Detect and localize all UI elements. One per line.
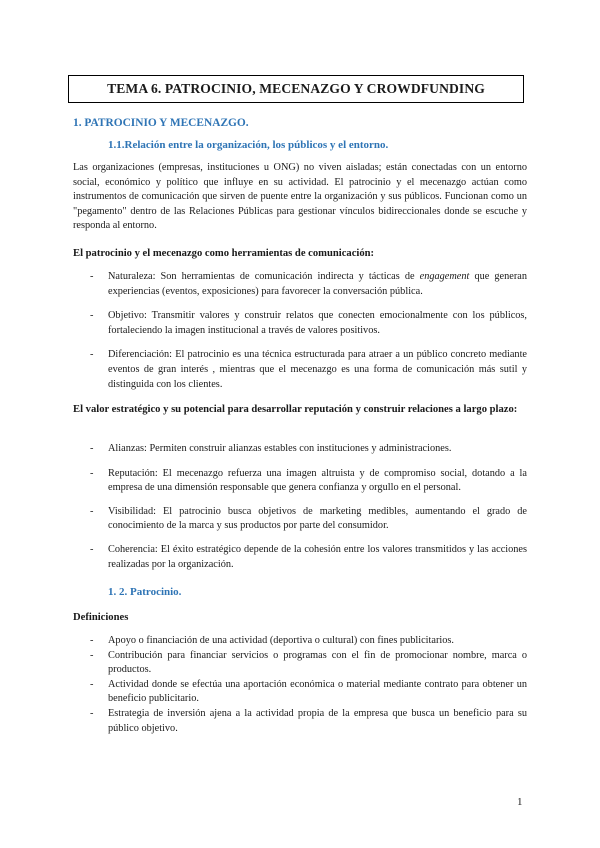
list-item: - Estrategia de inversión ajena a la actividad propia de la empresa que busca un beneficio para su público objetivo.	[90, 707, 527, 734]
list-item: - Apoyo o financiación de una actividad (deportiva o cultural) con fines publicitarios.	[90, 635, 454, 646]
list-item: - Coherencia: El éxito estratégico depende de la cohesión entre los valores transmitidos y las acciones realizadas por la organización.	[90, 543, 527, 570]
list-item: - Reputación: El mecenazgo refuerza una imagen altruista y de compromiso social, dotando a la empresa de una dimensión responsable que genera confianza y orgullo en el personal.	[90, 467, 527, 494]
subsection-heading-1-2: 1. 2. Patrocinio.	[108, 586, 182, 598]
list-item: - Naturaleza: Son herramientas de comunicación indirecta y tácticas de engagement que generan experiencias (eventos, exposiciones) para favorecer la conversación pública.	[90, 271, 527, 297]
subsection-heading-1-1: 1.1.Relación entre la organización, los públicos y el entorno.	[108, 139, 389, 151]
list-item: - Contribución para financiar servicios o programas con el fin de promocionar nombre, marca o productos.	[90, 649, 527, 676]
heading-tools: El patrocinio y el mecenazgo como herramientas de comunicación:	[73, 248, 375, 259]
section-heading-1: 1. PATROCINIO Y MECENAZGO.	[73, 117, 249, 129]
list-item: - Actividad donde se efectúa una aportación económica o material mediante contrato para obtener un beneficio publicitario.	[90, 678, 527, 705]
definitions-list	[73, 634, 527, 736]
list-item: - Diferenciación: El patrocinio es una técnica estructurada para atraer a un público concreto mediante eventos de gran interés , mientras que el mecenazgo es una forma de comunicación más sutil y distinguida con los clientes.	[90, 349, 527, 390]
values-list	[73, 442, 527, 582]
list-item: - Alianzas: Permiten construir alianzas estables con instituciones y administraciones.	[90, 443, 452, 454]
intro-paragraph: Las organizaciones (empresas, instituciones u ONG) no viven aisladas; están conectadas con un entorno social, económico y político que influye en su actividad. El patrocinio y el mecenazgo actúan como instrumentos de comunicación que sirven de puente entre la organización y sus públicos. Funcionan como un "pegamento" dentro de las Relaciones Públicas para gestionar vínculos bidireccionales donde se escuche y responda al entorno.	[73, 162, 527, 232]
tools-list	[73, 270, 527, 402]
page-number: 1	[517, 796, 523, 808]
heading-value: El valor estratégico y su potencial para desarrollar reputación y construir relaciones a largo plazo:	[73, 404, 518, 415]
list-item: - Objetivo: Transmitir valores y construir relatos que conecten emocionalmente con los públicos, fortaleciendo la imagen institucional a través de valores positivos.	[90, 310, 527, 336]
list-item: - Visibilidad: El patrocinio busca objetivos de marketing medibles, aumentando el grado de conocimiento de la marca y sus productos por parte del consumidor.	[90, 505, 527, 532]
heading-definitions: Definiciones	[73, 612, 129, 623]
page-title: TEMA 6. PATROCINIO, MECENAZGO Y CROWDFUNDING	[68, 75, 524, 103]
